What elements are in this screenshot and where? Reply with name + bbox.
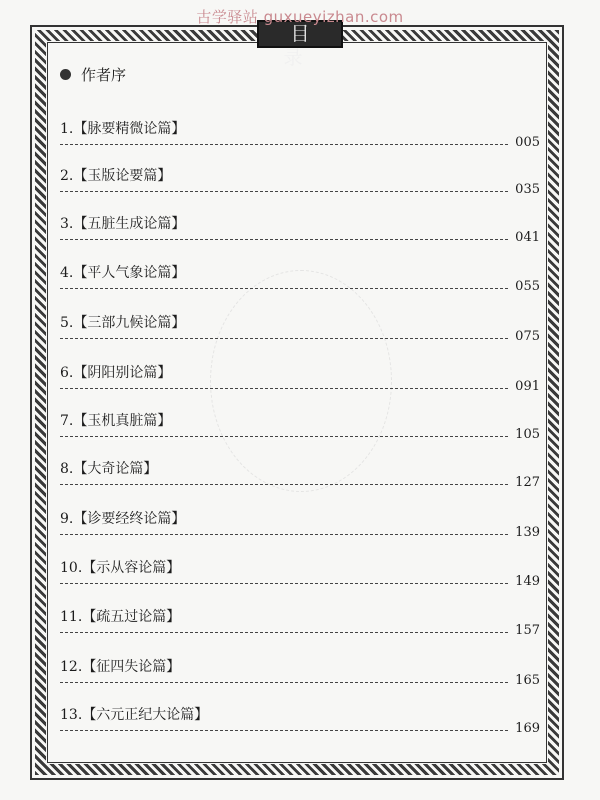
- toc-entry-page: 127: [515, 475, 540, 490]
- leader-line: [60, 338, 508, 339]
- toc-entry-label: 10.【示从容论篇】: [60, 560, 181, 576]
- preface-item[interactable]: [60, 64, 126, 85]
- toc-entry-page: 035: [515, 182, 540, 197]
- leader-line: [60, 534, 508, 535]
- toc-entry-page: 041: [515, 230, 540, 245]
- toc-entry[interactable]: [60, 213, 540, 261]
- toc-entry[interactable]: [60, 656, 540, 704]
- leader-line: [60, 239, 508, 240]
- toc-entry-label: 4.【平人气象论篇】: [60, 265, 186, 281]
- toc-entry-label: 6.【阴阳别论篇】: [60, 365, 172, 381]
- toc-entry-label: 5.【三部九候论篇】: [60, 315, 186, 331]
- leader-line: [60, 388, 508, 389]
- leader-line: [60, 632, 508, 633]
- leader-line: [60, 682, 508, 683]
- toc-entry-label: 12.【征四失论篇】: [60, 659, 181, 675]
- leader-line: [60, 730, 508, 731]
- toc-entry-page: 169: [515, 721, 540, 736]
- leader-line: [60, 288, 508, 289]
- toc-entry-label: 3.【五脏生成论篇】: [60, 216, 186, 232]
- toc-entry-label: 8.【大奇论篇】: [60, 461, 158, 477]
- toc-entry-label: 1.【脉要精微论篇】: [60, 121, 186, 137]
- toc-entry-label: 2.【玉版论要篇】: [60, 168, 172, 184]
- leader-line: [60, 191, 508, 192]
- toc-entry[interactable]: [60, 262, 540, 310]
- toc-entry[interactable]: [60, 165, 540, 213]
- toc-entry-page: 139: [515, 525, 540, 540]
- toc-entry[interactable]: [60, 312, 540, 360]
- toc-entry-label: 11.【疏五过论篇】: [60, 609, 181, 625]
- toc-entry-page: 075: [515, 329, 540, 344]
- toc-entry-page: 005: [515, 135, 540, 150]
- toc-entry[interactable]: [60, 557, 540, 605]
- preface-label: 作者序: [81, 66, 127, 84]
- toc-entry-page: 091: [515, 379, 540, 394]
- leader-line: [60, 436, 508, 437]
- toc-entry[interactable]: [60, 606, 540, 654]
- leader-line: [60, 583, 508, 584]
- toc-entry[interactable]: [60, 118, 540, 166]
- bullet-icon: [60, 69, 71, 80]
- toc-entry[interactable]: [60, 704, 540, 752]
- watermark-text: 古学驿站 guxueyizhan.com: [196, 8, 404, 26]
- toc-entry[interactable]: [60, 410, 540, 458]
- toc-entry-page: 055: [515, 279, 540, 294]
- toc-entry-label: 9.【诊要经终论篇】: [60, 511, 186, 527]
- toc-entry-page: 149: [515, 574, 540, 589]
- page-title: 目 录: [257, 20, 343, 48]
- toc-entry-page: 165: [515, 673, 540, 688]
- toc-entry[interactable]: [60, 458, 540, 506]
- leader-line: [60, 144, 508, 145]
- toc-entry-page: 157: [515, 623, 540, 638]
- leader-line: [60, 484, 508, 485]
- toc-entry[interactable]: [60, 508, 540, 556]
- toc-entry-label: 7.【玉机真脏篇】: [60, 413, 172, 429]
- toc-entry-label: 13.【六元正纪大论篇】: [60, 707, 209, 723]
- toc-entry[interactable]: [60, 362, 540, 410]
- toc-entry-page: 105: [515, 427, 540, 442]
